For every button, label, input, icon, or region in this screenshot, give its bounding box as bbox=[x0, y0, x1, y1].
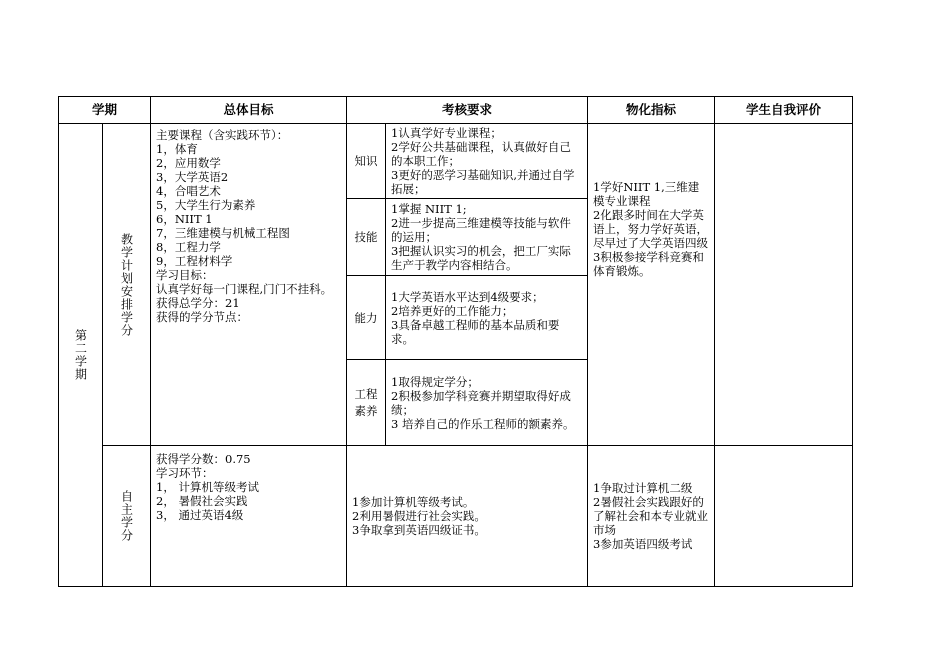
plan-label-cell bbox=[103, 124, 151, 446]
requirement-engineering: 1取得规定学分； 2积极参加学科竞赛并期望取得好成绩； 3 培养自己的作乐工程师的额素养。 bbox=[391, 374, 575, 431]
category-engineering: 工程素养 bbox=[354, 386, 378, 418]
header-assessment: 考核要求 bbox=[347, 97, 588, 124]
self-study-goal-cell bbox=[151, 446, 347, 587]
requirement-skill-cell bbox=[386, 199, 588, 276]
plan-materialized: 1学好NIIT 1,三维建模专业课程 2化跟多时间在大学英语上，努力学好英语，尽早过了大学英语四级 3积极参接学科竞赛和体育锻炼。 bbox=[593, 180, 708, 278]
self-study-materialized: 1争取过计算机二级 2暑假社会实践跟好的了解社会和本专业就业市场 3参加英语四级考试 bbox=[593, 481, 708, 551]
plan-materialized-cell bbox=[588, 124, 715, 446]
self-study-row bbox=[59, 446, 853, 587]
header-overall-goal: 总体目标 bbox=[151, 97, 347, 124]
requirement-knowledge: 1认真学好专业课程； 2学好公共基础课程，认真做好自己的本职工作； 3更好的恶学习基础知识,并通过自学拓展； bbox=[391, 126, 575, 196]
category-knowledge: 知识 bbox=[347, 124, 386, 199]
requirement-ability: 1大学英语水平达到4级要求； 2培养更好的工作能力； 3具备卓越工程师的基本品质和要求。 bbox=[391, 289, 560, 346]
category-skill: 技能 bbox=[347, 199, 386, 276]
requirement-knowledge-cell bbox=[386, 124, 588, 199]
semester-label: 第二学期 bbox=[73, 329, 88, 381]
header-semester: 学期 bbox=[59, 97, 151, 124]
category-engineering-cell bbox=[347, 360, 386, 446]
plan-row-knowledge bbox=[59, 124, 853, 199]
self-study-label-cell bbox=[103, 446, 151, 587]
plan-goal: 主要课程（含实践环节）： 1，体育 2，应用数学 3，大学英语2 4，合唱艺术 5，大学生行为素养 6，NIIT 1 7，三维建模与机械工程图 8，工程力学 9，工程材料学 学习目标： 认真学好每一门课程,门门不挂科。 获得总学分：21 获得的学分节点： bbox=[156, 128, 333, 324]
plan-label: 教学计划安排学分 bbox=[119, 232, 134, 337]
requirement-skill: 1掌握 NIIT 1; 2进一步提高三维建模等技能与软件的运用； 3把握认识实习的机会，把工厂实际生产于教学内容相结合。 bbox=[391, 202, 571, 272]
header-row bbox=[59, 97, 853, 124]
category-ability: 能力 bbox=[347, 276, 386, 360]
semester-cell bbox=[59, 124, 103, 587]
plan-table bbox=[58, 96, 853, 587]
self-study-self-eval bbox=[715, 446, 853, 587]
self-study-goal: 获得学分数：0.75 学习环节： 1， 计算机等级考试 2， 暑假社会实践 3， 通过英语4级 bbox=[156, 452, 259, 522]
self-study-requirement: 1参加计算机等级考试。 2利用暑假进行社会实践。 3争取拿到英语四级证书。 bbox=[352, 495, 486, 537]
requirement-engineering-cell bbox=[386, 360, 588, 446]
self-study-label: 自主学分 bbox=[119, 490, 134, 542]
plan-goal-cell bbox=[151, 124, 347, 446]
header-materialized: 物化指标 bbox=[588, 97, 715, 124]
plan-self-eval bbox=[715, 124, 853, 446]
requirement-ability-cell bbox=[386, 276, 588, 360]
self-study-requirement-cell bbox=[347, 446, 588, 587]
self-study-materialized-cell bbox=[588, 446, 715, 587]
header-self-eval: 学生自我评价 bbox=[715, 97, 853, 124]
